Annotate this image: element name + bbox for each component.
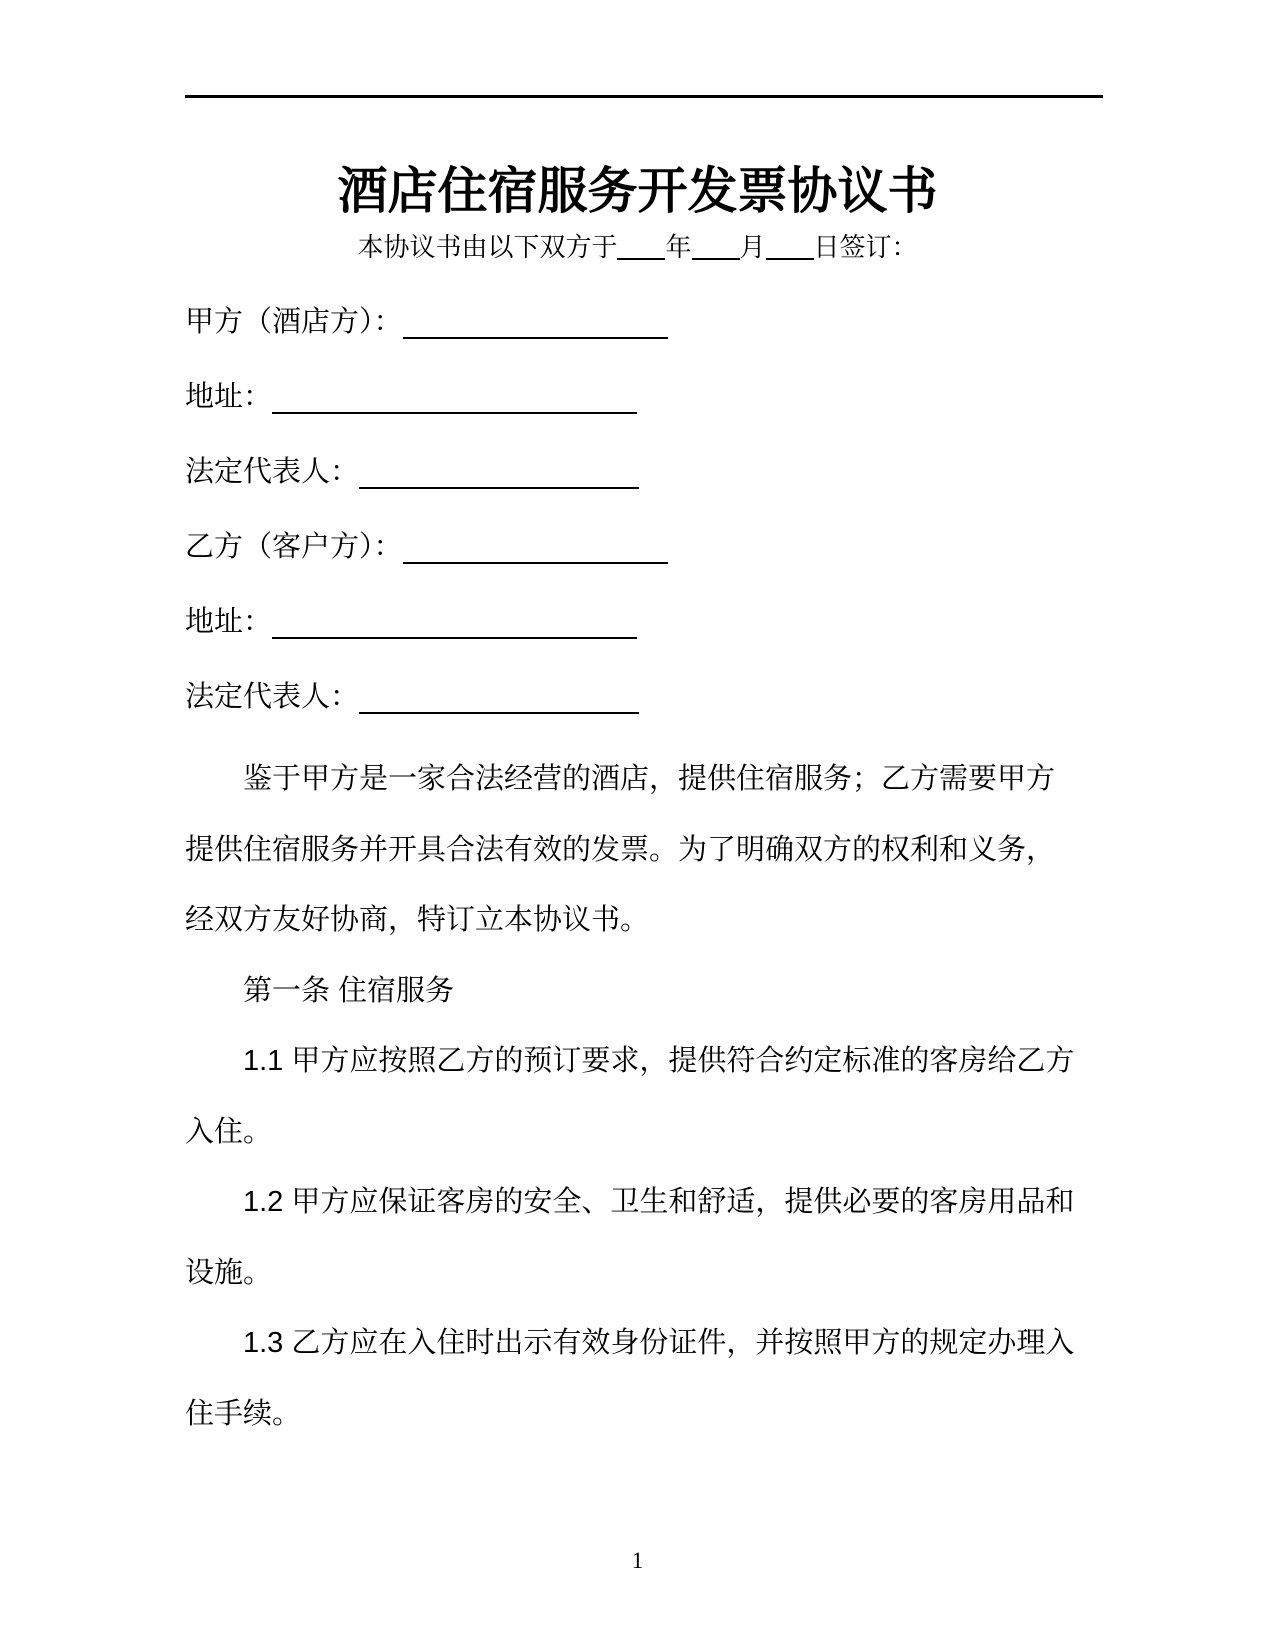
body-line: 设施。 — [185, 1256, 273, 1289]
party-field-blank — [359, 487, 639, 489]
party-field-blank — [359, 712, 639, 714]
year-blank — [617, 258, 665, 260]
body-line: 鉴于甲方是一家合法经营的酒店，提供住宿服务；乙方需要甲方 — [243, 763, 1056, 795]
party-field-label: 甲方（酒店方）： — [185, 306, 403, 338]
party-field-blank — [403, 337, 668, 339]
party-field-label: 法定代表人： — [185, 681, 360, 713]
party-field-blank — [272, 637, 637, 639]
document-title: 酒店住宿服务开发票协议书 — [337, 163, 938, 219]
header-rule — [185, 95, 1103, 98]
party-field-row — [185, 660, 1105, 735]
body-line: 1.1 甲方应按照乙方的预订要求，提供符合约定标准的客房给乙方 — [243, 1045, 1075, 1077]
party-field-label: 地址： — [185, 381, 273, 413]
body-line: 经双方友好协商，特订立本协议书。 — [185, 904, 650, 936]
body-line: 1.2 甲方应保证客房的安全、卫生和舒适，提供必要的客房用品和 — [243, 1186, 1075, 1218]
page-number: 1 — [631, 1548, 644, 1573]
party-field-label: 法定代表人： — [185, 456, 360, 488]
party-field-blank — [403, 562, 668, 564]
body-line: 入住。 — [185, 1115, 273, 1148]
party-field-row — [185, 510, 1105, 585]
body-line: 1.3 乙方应在入住时出示有效身份证件，并按照甲方的规定办理入 — [243, 1327, 1075, 1359]
party-fields — [185, 285, 1105, 735]
body-line: 住手续。 — [185, 1397, 302, 1430]
party-field-row — [185, 585, 1105, 660]
body-line: 第一条 住宿服务 — [243, 974, 455, 1007]
day-suffix-label: 日签订： — [813, 233, 918, 262]
month-blank — [692, 258, 740, 260]
party-field-blank — [272, 412, 637, 414]
year-label: 年 — [665, 233, 692, 262]
date-line-prefix: 本协议书由以下双方于 — [357, 233, 618, 262]
party-field-row — [185, 285, 1105, 360]
body-paragraphs — [185, 744, 1105, 1449]
date-line — [0, 232, 1275, 264]
party-field-row — [185, 360, 1105, 435]
day-blank — [766, 258, 814, 260]
party-field-row — [185, 435, 1105, 510]
body-line: 提供住宿服务并开具合法有效的发票。为了明确双方的权利和义务， — [185, 833, 1056, 866]
party-field-label: 乙方（客户方）： — [185, 531, 403, 563]
month-label: 月 — [739, 233, 766, 262]
party-field-label: 地址： — [185, 606, 273, 638]
